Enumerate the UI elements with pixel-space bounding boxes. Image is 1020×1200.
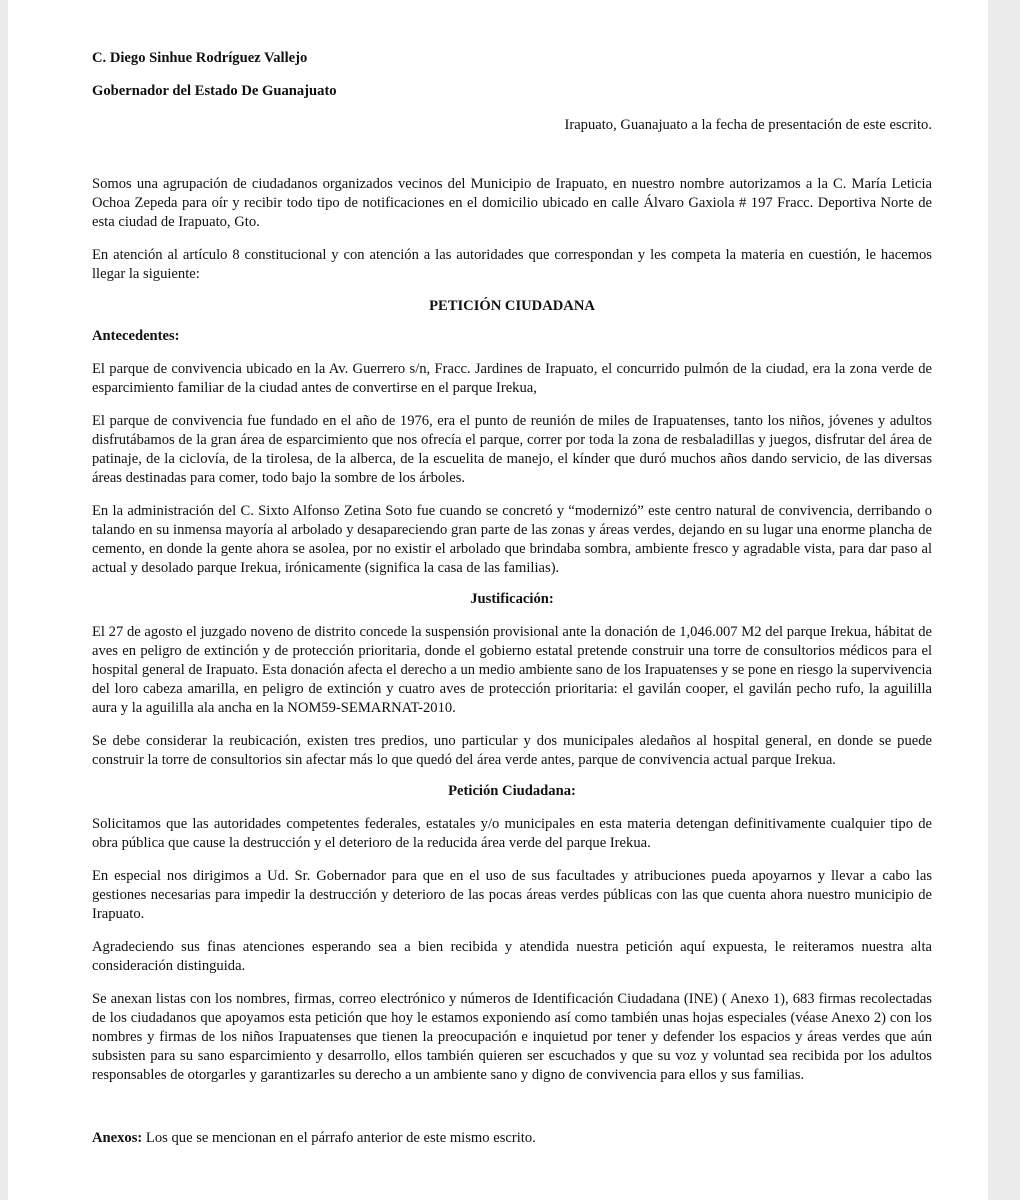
anexos-line xyxy=(92,1129,932,1148)
body-paragraph: Se anexan listas con los nombres, firmas, correo electrónico y números de Identificación Ciudadana (INE) ( Anexo 1), 683 firmas recolectadas de los ciudadanos que apoyamos esta petición que hoy le estamos exponiendo así como también unas hojas especiales (véase Anexo 2) con los nombres y firmas de los niños Irapuatenses que tienen la preocupación e inquietud por tener y defender los espacios y áreas verdes que aún subsisten para su sano esparcimiento y desarrollo, ellos también quieren ser escuchados y que su voz y voluntad sea recibida por los adultos responsables de otorgarles y garantizarles su derecho a un ambiente sano y digno de convivencia para ellos y sus familias. xyxy=(92,991,932,1083)
body-paragraph: En especial nos dirigimos a Ud. Sr. Gobernador para que en el uso de sus facultades y atribuciones pueda apoyarnos y llevar a cabo las gestiones necesarias para impedir la destrucción y deterioro de las pocas áreas verdes públicas con las que cuenta ahora nuestro municipio de Irapuato. xyxy=(92,868,932,922)
body-paragraph: Solicitamos que las autoridades competentes federales, estatales y/o municipales en esta materia detengan definitivamente cualquier tipo de obra pública que cause la destrucción y el deterioro de la reducida área verde del parque Irekua. xyxy=(92,816,932,851)
viewer-background xyxy=(988,0,1020,1200)
section-heading-justificacion: Justificación: xyxy=(470,591,554,607)
body-paragraph: El parque de convivencia fue fundado en el año de 1976, era el punto de reunión de miles de Irapuatenses, tanto los niños, jóvenes y adultos disfrutábamos de la gran área de esparcimiento que nos ofrecía el parque, correr por toda la zona de resbaladillas y juegos, disfrutar del área de patinaje, de la ciclovía, de la tirolesa, de la alberca, de la escuelita de manejo, el kínder que duró muchos años dando servicio, de las diversas áreas destinadas para comer, todo bajo la sombre de los árboles. xyxy=(92,413,932,486)
anexos-text: Los que se mencionan en el párrafo anterior de este mismo escrito. xyxy=(142,1130,536,1146)
place-date: Irapuato, Guanajuato a la fecha de presentación de este escrito. xyxy=(564,117,932,133)
body-paragraph: Agradeciendo sus finas atenciones esperando sea a bien recibida y atendida nuestra petición aquí expuesta, le reiteramos nuestra alta consideración distinguida. xyxy=(92,939,932,974)
body-paragraph: Se debe considerar la reubicación, existen tres predios, uno particular y dos municipales aledaños al hospital general, en donde se puede construir la torre de consultorios sin afectar más lo que quedó del área verde antes, parque de convivencia actual parque Irekua. xyxy=(92,733,932,768)
section-heading-peticion: Petición Ciudadana: xyxy=(448,783,576,799)
intro-paragraph: En atención al artículo 8 constitucional y con atención a las autoridades que correspondan y les competa la materia en cuestión, le hacemos llegar la siguiente: xyxy=(92,247,932,282)
body-paragraph: El 27 de agosto el juzgado noveno de distrito concede la suspensión provisional ante la donación de 1,046.007 M2 del parque Irekua, hábitat de aves en peligro de extinción y de protección prioritaria, donde el gobierno estatal pretende construir una torre de consultorios médicos para el hospital general de Irapuato. Esta donación afecta el derecho a un medio ambiente sano de los Irapuatenses y se pone en riesgo la supervivencia del loro cabeza amarilla, en peligro de extinción y cuatro aves de protección prioritaria: el gavilán cooper, el gavilán pecho rufo, la aguililla aura y la aguililla ala ancha en la NOM59-SEMARNAT-2010. xyxy=(92,624,932,716)
document-body xyxy=(92,49,932,1148)
document-page xyxy=(8,0,989,1200)
addressee-name: C. Diego Sinhue Rodríguez Vallejo xyxy=(92,50,308,66)
intro-paragraph: Somos una agrupación de ciudadanos organizados vecinos del Municipio de Irapuato, en nuestro nombre autorizamos a la C. María Leticia Ochoa Zepeda para oír y recibir todo tipo de notificaciones en el domicilio ubicado en calle Álvaro Gaxiola # 197 Fracc. Deportiva Norte de esta ciudad de Irapuato, Gto. xyxy=(92,176,932,230)
document-title: PETICIÓN CIUDADANA xyxy=(429,298,595,314)
body-paragraph: El parque de convivencia ubicado en la Av. Guerrero s/n, Fracc. Jardines de Irapuato, el concurrido pulmón de la ciudad, era la zona verde de esparcimiento familiar de la ciudad antes de convertirse en el parque Irekua, xyxy=(92,361,932,396)
addressee-title: Gobernador del Estado De Guanajuato xyxy=(92,83,337,99)
section-heading-antecedentes: Antecedentes: xyxy=(92,328,180,344)
anexos-label: Anexos: xyxy=(92,1130,143,1146)
body-paragraph: En la administración del C. Sixto Alfonso Zetina Soto fue cuando se concretó y “modernizó” este centro natural de convivencia, derribando o talando en su inmensa mayoría al arbolado y desapareciendo gran parte de las zonas y áreas verdes, dejando en su lugar una enorme plancha de cemento, en donde la gente ahora se asolea, por no existir el arbolado que brindaba sombra, ambiente fresco y agradable vista, para dar paso al actual y desolado parque Irekua, irónicamente (significa la casa de las familias). xyxy=(92,503,932,576)
